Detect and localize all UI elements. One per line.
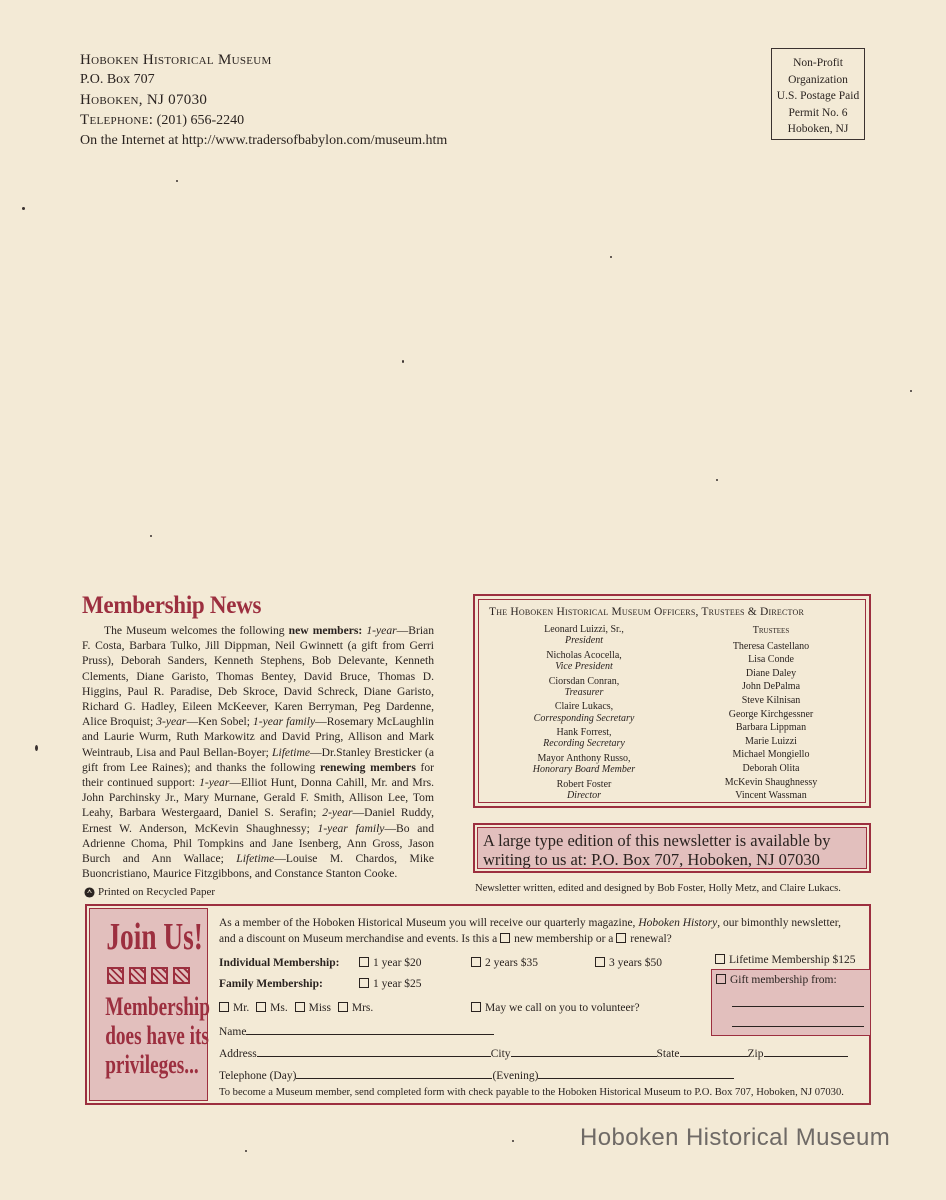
city-line: Hoboken, NJ 07030 xyxy=(80,92,208,108)
gift-from-line[interactable] xyxy=(732,1006,864,1007)
tel-day-field[interactable] xyxy=(296,1068,492,1079)
trustee-name: Deborah Olita xyxy=(742,762,800,774)
option-family-1-year xyxy=(359,978,422,990)
news-text: —Bo and Adrienne Choma, Phil Tompkins and Jane Isenberg, Ann Gross, Jason Burch and Ann Wallace; xyxy=(82,821,435,866)
news-italic: 1-year family xyxy=(252,715,316,729)
officer-role: Treasurer xyxy=(564,686,604,698)
paper-speck xyxy=(910,390,912,392)
news-italic: 1-year xyxy=(366,624,397,637)
paper-speck xyxy=(35,745,38,751)
trustee-name: Michael Mongiello xyxy=(732,749,810,761)
gift-membership-box xyxy=(711,969,871,1036)
org-name: Hoboken Historical Museum xyxy=(80,52,272,68)
three-years-checkbox[interactable] xyxy=(595,957,605,967)
gift-label xyxy=(716,974,837,986)
recycled-note xyxy=(84,886,215,898)
form-intro-line2 xyxy=(219,933,672,945)
officer-role: Corresponding Secretary xyxy=(533,712,635,724)
title-label: Mr. xyxy=(233,1002,250,1014)
option-label: 2 years $35 xyxy=(485,957,539,969)
individual-membership-label: Individual Membership: xyxy=(219,957,340,969)
title-label: Mrs. xyxy=(351,1002,374,1014)
internet-line: On the Internet at http://www.tradersofbabylon.com/museum.htm xyxy=(80,133,448,148)
mrs-checkbox[interactable] xyxy=(338,1002,348,1012)
officer-item xyxy=(509,676,659,699)
recycled-text: Printed on Recycled Paper xyxy=(98,886,215,898)
tel-day-label: Telephone (Day) xyxy=(219,1070,297,1082)
officer-item xyxy=(509,779,659,802)
news-italic: Lifetime xyxy=(236,852,275,866)
magazine-name: Hoboken History xyxy=(638,917,718,929)
new-membership-checkbox[interactable] xyxy=(500,933,510,943)
officer-role: Honorary Board Member xyxy=(532,764,636,776)
officers-title: The Hoboken Historical Museum Officers, Trustees & Director xyxy=(489,606,804,618)
newsletter-credits: Newsletter written, edited and designed by Bob Foster, Holly Metz, and Claire Lukacs. xyxy=(475,883,841,894)
city-label: City xyxy=(490,1048,511,1060)
intro-text: As a member of the Hoboken Historical Museum you will receive our quarterly magazine, xyxy=(219,917,639,929)
volunteer-checkbox[interactable] xyxy=(471,1002,481,1012)
officer-name: Mayor Anthony Russo, xyxy=(537,752,631,764)
trustee-name: Vincent Wassman xyxy=(735,790,807,802)
tel-evening-label: (Evening) xyxy=(492,1070,539,1082)
tile-icon xyxy=(151,967,168,984)
news-italic: 2-year xyxy=(322,806,353,820)
state-field[interactable] xyxy=(680,1046,748,1057)
recycle-icon xyxy=(84,887,95,898)
join-sub-line: does have its xyxy=(105,1021,209,1050)
paper-speck xyxy=(176,180,178,182)
zip-field[interactable] xyxy=(764,1046,848,1057)
large-type-text: A large type edition of this newsletter is available by writing to us at: P.O. Box 707, Hoboken, NJ 07030 xyxy=(477,827,867,869)
renewal-label: renewal? xyxy=(630,933,672,945)
new-membership-label: new membership or a xyxy=(514,933,614,945)
name-label: Name xyxy=(219,1026,247,1038)
trustee-name: McKevin Shaughnessy xyxy=(724,776,818,788)
officer-name: Ciorsdan Conran, xyxy=(548,675,620,687)
tile-icon xyxy=(107,967,124,984)
join-sub-line: privileges... xyxy=(105,1050,199,1079)
join-sub-line: Membership xyxy=(105,992,210,1021)
trustee-name: Barbara Lippman xyxy=(735,722,807,734)
tile-icon xyxy=(129,967,146,984)
trustee-name: Lisa Conde xyxy=(748,654,794,666)
paper-speck xyxy=(245,1150,247,1152)
city-field[interactable] xyxy=(511,1046,657,1057)
postage-line: Non-Profit xyxy=(793,57,843,69)
postage-indicia xyxy=(771,48,865,140)
officer-item xyxy=(509,727,659,750)
postage-line: Permit No. 6 xyxy=(788,106,848,119)
salutation-options xyxy=(219,1002,373,1014)
phone-label: Telephone: xyxy=(80,112,154,128)
join-us-subtitle xyxy=(105,992,210,1079)
join-us-title: Join Us! xyxy=(106,916,203,958)
officers-box xyxy=(473,594,871,808)
officer-role: Recording Secretary xyxy=(543,738,625,750)
trustee-name: Steve Kilnisan xyxy=(741,694,801,706)
news-text: The Museum welcomes the following xyxy=(104,624,289,637)
name-field[interactable] xyxy=(246,1024,494,1035)
form-intro-line1 xyxy=(219,917,841,929)
title-label: Ms. xyxy=(270,1002,288,1014)
option-1-year xyxy=(359,957,422,969)
name-row xyxy=(219,1024,494,1038)
officers-inner xyxy=(478,599,866,803)
address-row xyxy=(219,1046,848,1060)
membership-news-title: Membership News xyxy=(82,592,262,619)
officer-name: Robert Foster xyxy=(556,778,612,790)
phone-line xyxy=(80,110,447,131)
news-text: —Dr.Stanley Bresticker (a gift from Lee Raines); and thanks the following xyxy=(82,745,434,774)
paper-speck xyxy=(22,207,25,210)
news-bold: new members: xyxy=(288,624,363,637)
trustees-heading: Trustees xyxy=(752,625,790,636)
trustee-name: Theresa Castellano xyxy=(732,640,810,652)
news-text: —Ken Sobel; xyxy=(186,715,253,729)
ms-checkbox[interactable] xyxy=(256,1002,266,1012)
paper-speck xyxy=(402,360,404,363)
address-field[interactable] xyxy=(257,1046,491,1057)
state-label: State xyxy=(656,1048,680,1060)
decorative-tiles xyxy=(90,967,207,984)
mr-checkbox[interactable] xyxy=(219,1002,229,1012)
option-label: 3 years $50 xyxy=(609,957,663,969)
officer-item xyxy=(509,701,659,724)
news-italic: 3-year xyxy=(156,715,187,729)
phone-number: (201) 656-2240 xyxy=(156,113,245,128)
gift-checkbox[interactable] xyxy=(716,974,726,984)
officer-name: Leonard Luizzi, Sr., xyxy=(544,624,624,635)
family-membership-label: Family Membership: xyxy=(219,978,323,990)
officer-role: President xyxy=(565,635,603,647)
news-text: —Elliot Hunt, Donna Cahill, Mr. and Mrs. John Parchinsky Jr., Mary Murnane, Gerald F. Smith, Allison Lee, Tom Leahy, Barbara Westergaard, Daniel S. Serafin; xyxy=(82,776,434,820)
zip-label: Zip xyxy=(747,1048,764,1060)
gift-from-line-2[interactable] xyxy=(732,1026,864,1027)
paper-speck xyxy=(512,1140,514,1142)
watermark: Hoboken Historical Museum xyxy=(580,1124,891,1151)
officer-item xyxy=(509,753,659,776)
telephone-row xyxy=(219,1068,734,1082)
membership-news-body xyxy=(82,623,434,881)
tile-icon xyxy=(173,967,190,984)
volunteer-option xyxy=(471,1002,640,1014)
option-label: 1 year $20 xyxy=(373,957,422,969)
trustee-name: Marie Luizzi xyxy=(745,735,797,747)
news-italic: 1-year xyxy=(199,776,230,790)
postage-line: U.S. Postage Paid xyxy=(776,90,860,102)
lifetime-checkbox[interactable] xyxy=(715,954,725,964)
tel-evening-field[interactable] xyxy=(538,1068,734,1079)
membership-form xyxy=(85,904,871,1105)
officer-item xyxy=(509,624,659,647)
option-lifetime xyxy=(715,954,855,966)
news-bold: renewing members xyxy=(319,760,416,774)
officers-list xyxy=(509,624,659,804)
option-label: 1 year $25 xyxy=(373,978,422,990)
officer-name: Hank Forrest, xyxy=(556,727,612,739)
trustee-name: John DePalma xyxy=(741,681,801,693)
renewal-checkbox[interactable] xyxy=(616,933,626,943)
news-italic: Lifetime xyxy=(272,745,311,759)
title-label: Miss xyxy=(308,1002,331,1014)
postage-line: Hoboken, NJ xyxy=(787,123,849,135)
family-one-year-checkbox[interactable] xyxy=(359,978,369,988)
option-label: Lifetime Membership $125 xyxy=(729,954,856,966)
one-year-checkbox[interactable] xyxy=(359,957,369,967)
return-address xyxy=(80,50,447,151)
news-text: —Rosemary McLaughlin and Laurie Wurm, Ruth Markowitz and David Pring, Allison and Mark Weintraub, Lisa and Paul Bellan-Boyer; xyxy=(82,715,434,759)
option-3-years xyxy=(595,957,662,969)
trustee-name: George Kirchgessner xyxy=(728,708,814,720)
intro-text: , our bimonthly newsletter, xyxy=(717,917,841,929)
intro-text: and a discount on Museum merchandise and events. Is this a xyxy=(219,933,498,945)
trustee-name: Diane Daley xyxy=(745,667,797,679)
paper-speck xyxy=(610,256,612,258)
gift-text: Gift membership from: xyxy=(730,974,837,986)
news-text: —Daniel Ruddy, Ernest W. Anderson, McKevin Shaughnessy; xyxy=(82,806,434,835)
officer-item xyxy=(509,650,659,673)
news-italic: 1-year family xyxy=(317,821,385,835)
option-2-years xyxy=(471,957,538,969)
postage-line: Organization xyxy=(788,73,848,86)
two-years-checkbox[interactable] xyxy=(471,957,481,967)
officer-role: Director xyxy=(566,789,602,801)
officer-name: Claire Lukacs, xyxy=(554,701,614,713)
officer-name: Nicholas Acocella, xyxy=(546,649,622,661)
paper-speck xyxy=(150,535,152,537)
officer-role: Vice President xyxy=(555,661,613,673)
po-box: P.O. Box 707 xyxy=(80,72,155,87)
miss-checkbox[interactable] xyxy=(295,1002,305,1012)
paper-speck xyxy=(716,479,718,481)
address-label: Address xyxy=(219,1048,257,1060)
news-text: —Brian F. Costa, Barbara Tulko, Jill Dippman, Neil Gwinnett (a gift from Gerri Pruss), Deborah Sanders, Kenneth Stephens, Bob Delevante, Kenneth Clements, Diane Garisto, Thomas Bentey, David Bruce, Thomas D. Higgins, Paul R. Paradise, Deb Skroce, David Schreck, Diane Garisto, Richard G. Hadley, Eileen McKeever, Karen Berryman, Peg Dardenne, Alice Broquist; xyxy=(82,624,434,729)
news-text: —Louise M. Chardos, Mike Buoncristiano, Maurice Fitzgibbons, and Constance Stanton Cooke. xyxy=(82,852,434,881)
trustees-list xyxy=(701,624,841,803)
news-text: for their continued support: xyxy=(82,760,434,790)
volunteer-label: May we call on you to volunteer? xyxy=(485,1002,640,1014)
join-us-panel xyxy=(89,908,208,1101)
form-instructions: To become a Museum member, send completed form with check payable to the Hoboken Historical Museum to P.O. Box 707, Hoboken, NJ 07030. xyxy=(219,1087,844,1098)
large-type-notice xyxy=(473,823,871,873)
